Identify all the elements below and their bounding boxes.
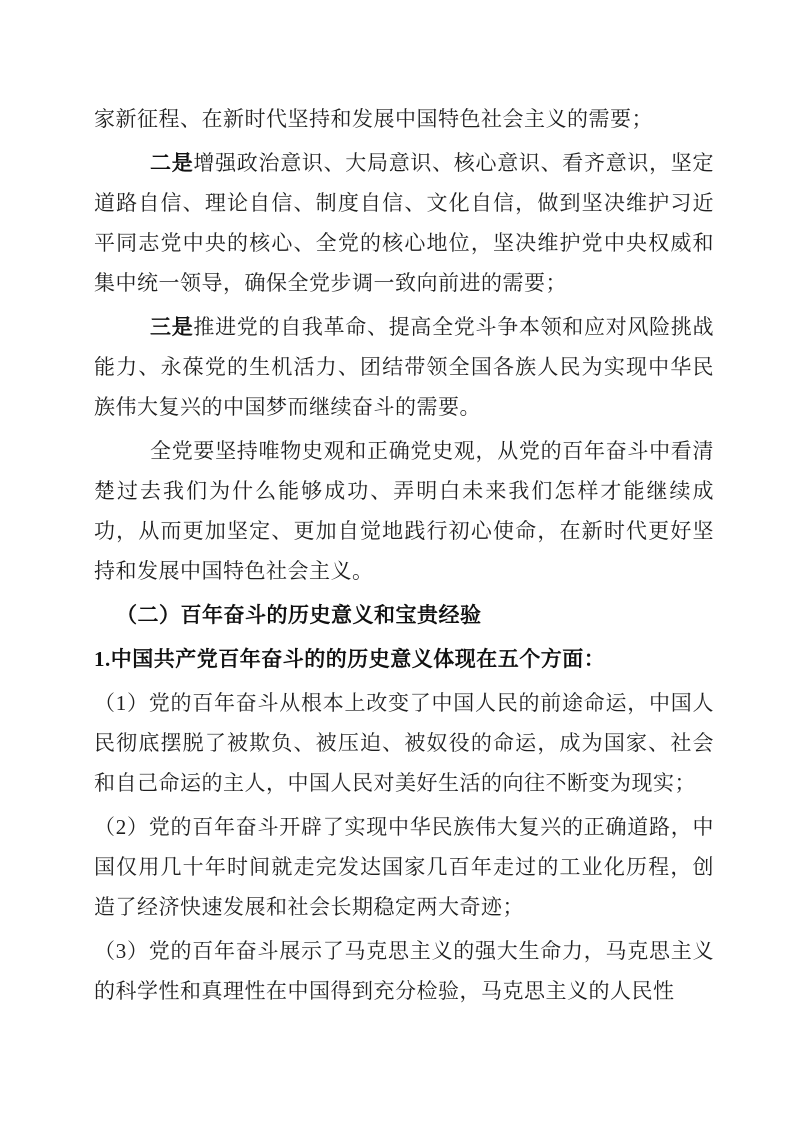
paragraph-point-three [94, 307, 714, 427]
paragraph-lead-bold: 二是 [150, 151, 194, 175]
paragraph-lead-bold: 三是 [150, 315, 194, 339]
paragraph-item-2: （2）党的百年奋斗开辟了实现中华民族伟大复兴的正确道路，中国仅用几十年时间就走完发达国家几百年走过的工业化历程，创造了经济快速发展和社会长期稳定两大奇迹； [94, 815, 714, 919]
section-heading: （二）百年奋斗的历史意义和宝贵经验 [116, 603, 482, 627]
subsection-heading: 1.中国共产党百年奋斗的的历史意义体现在五个方面： [94, 647, 606, 671]
paragraph-text: 推进党的自我革命、提高全党斗争本领和应对风险挑战能力、永葆党的生机活力、团结带领全国各族人民为实现中华民族伟大复兴的中国梦而继续奋斗的需要。 [94, 315, 715, 419]
paragraph-continuation: 家新征程、在新时代坚持和发展中国特色社会主义的需要； [94, 107, 653, 131]
paragraph-whole-party: 全党要坚持唯物史观和正确党史观，从党的百年奋斗中看清楚过去我们为什么能够成功、弄明白未来我们怎样才能继续成功，从而更加坚定、更加自觉地践行初心使命，在新时代更好坚持和发展中国特色社会主义。 [94, 439, 714, 583]
paragraph-point-two [94, 143, 714, 303]
paragraph-text: 增强政治意识、大局意识、核心意识、看齐意识，坚定道路自信、理论自信、制度自信、文化自信，做到坚决维护习近平同志党中央的核心、全党的核心地位，坚决维护党中央权威和集中统一领导，确保全党步调一致向前进的需要； [94, 151, 715, 295]
paragraph-item-1: （1）党的百年奋斗从根本上改变了中国人民的前途命运，中国人民彻底摆脱了被欺负、被压迫、被奴役的命运，成为国家、社会和自己命运的主人，中国人民对美好生活的向往不断变为现实； [94, 691, 714, 795]
paragraph-item-3: （3）党的百年奋斗展示了马克思主义的强大生命力，马克思主义的科学性和真理性在中国得到充分检验，马克思主义的人民性 [94, 939, 714, 1003]
document-text-block [94, 99, 714, 1015]
